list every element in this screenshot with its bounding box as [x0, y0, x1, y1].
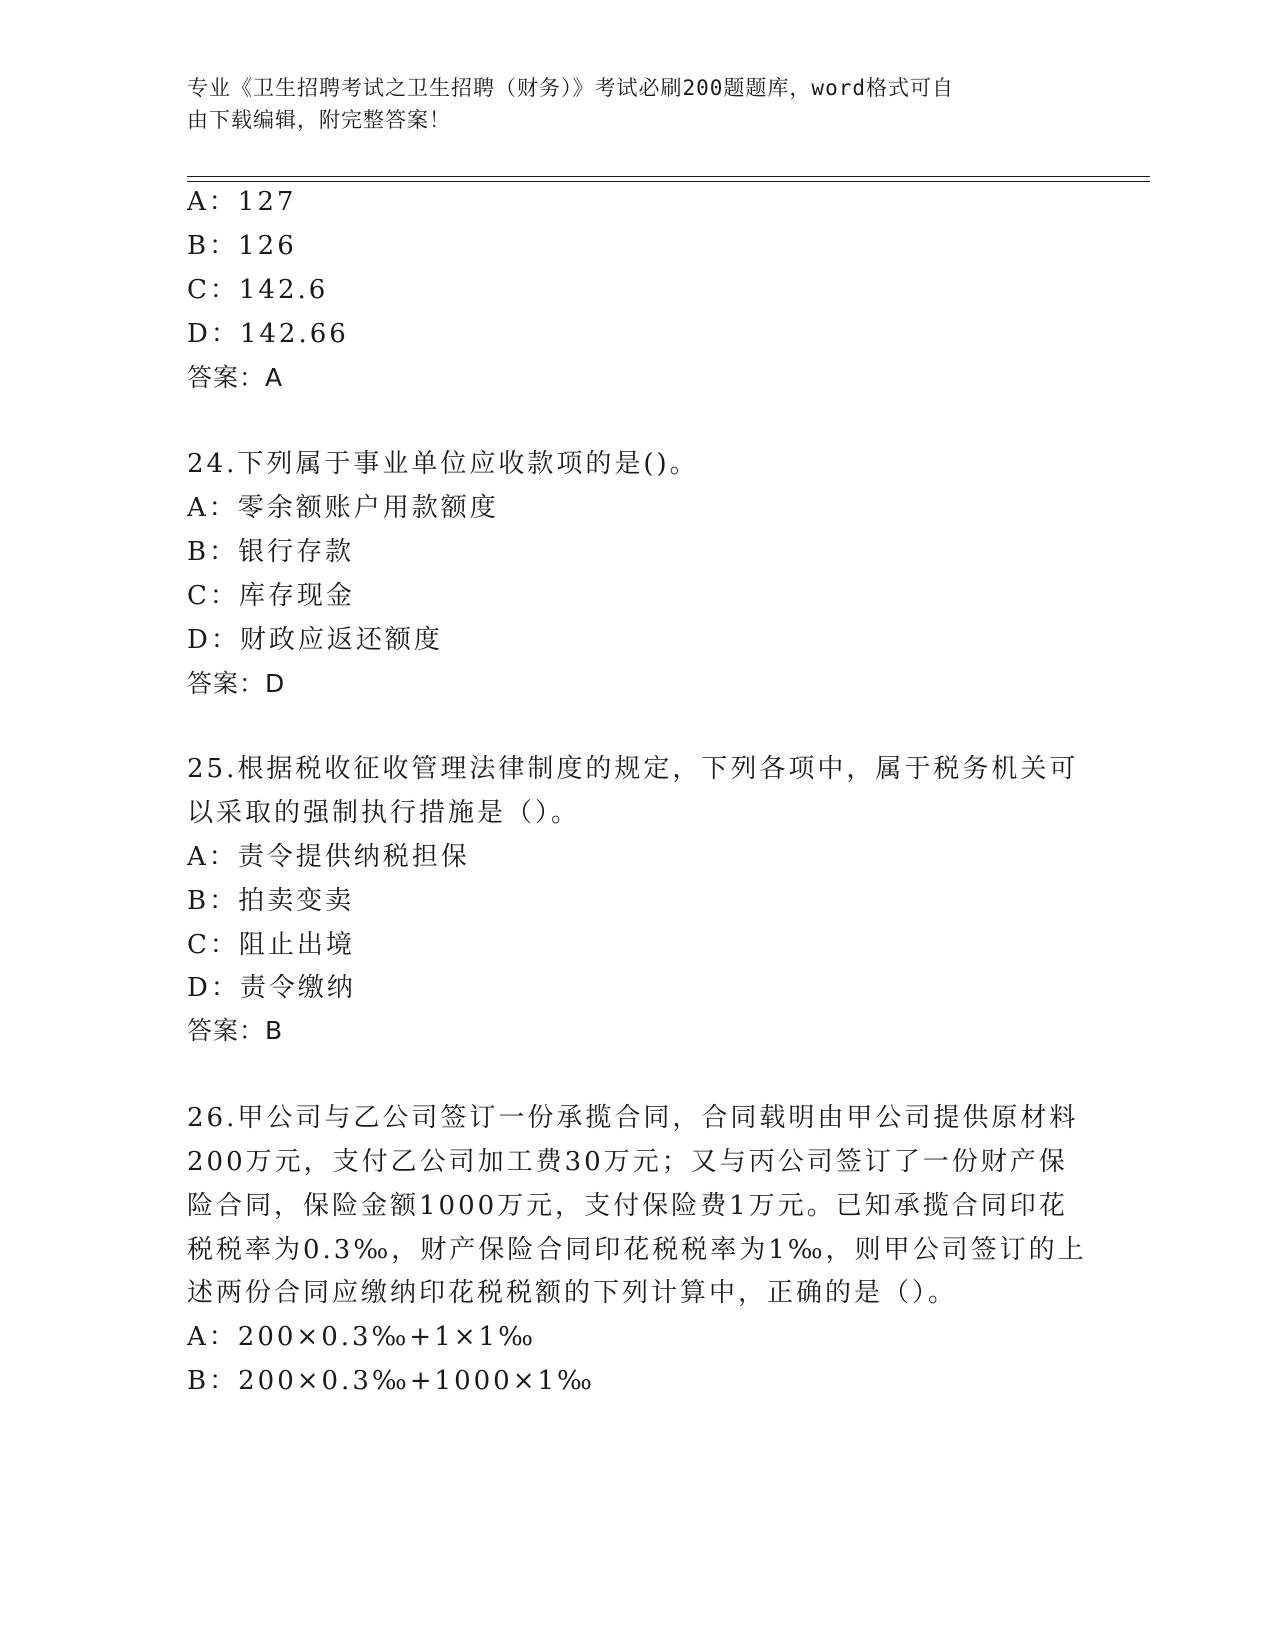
q23-option-b: B：126	[187, 231, 297, 261]
q23-option-a: A：127	[187, 187, 297, 217]
header-line-2: 由下载编辑，附完整答案！	[187, 108, 451, 132]
q26-question-line-3: 险合同，保险金额1000万元，支付保险费1万元。已知承揽合同印花	[187, 1191, 1068, 1221]
q26-question-line-4: 税税率为0.3‰，财产保险合同印花税税率为1‰，则甲公司签订的上	[187, 1235, 1087, 1265]
q24-option-a: A：零余额账户用款额度	[187, 493, 499, 523]
q26-question-line-1: 26.甲公司与乙公司签订一份承揽合同，合同载明由甲公司提供原材料	[187, 1103, 1079, 1133]
q23-option-d: D：142.66	[187, 319, 349, 349]
q25-option-b: B：拍卖变卖	[187, 886, 355, 916]
header-rule-top	[187, 176, 1150, 177]
q24-option-d: D：财政应返还额度	[187, 625, 443, 655]
q25-question-line-1: 25.根据税收征收管理法律制度的规定，下列各项中，属于税务机关可	[187, 754, 1079, 784]
q25-option-c: C：阻止出境	[187, 930, 355, 960]
document-header	[187, 72, 1067, 136]
q25-option-a: A：责令提供纳税担保	[187, 842, 470, 872]
q24-answer: 答案：D	[187, 669, 286, 698]
q23-answer: 答案：A	[187, 363, 284, 392]
q24-question-line-1: 24.下列属于事业单位应收款项的是()。	[187, 449, 699, 479]
q26-option-a: A：200×0.3‰+1×1‰	[187, 1322, 536, 1352]
q25-answer: 答案：B	[187, 1016, 284, 1045]
q25-question-line-2: 以采取的强制执行措施是（）。	[187, 798, 581, 828]
q25-option-d: D：责令缴纳	[187, 973, 356, 1003]
header-line-1: 专业《卫生招聘考试之卫生招聘（财务）》考试必刷200题题库，word格式可自	[187, 76, 954, 100]
q26-question-line-2: 200万元，支付乙公司加工费30万元；又与丙公司签订了一份财产保	[187, 1147, 1068, 1177]
q24-option-b: B：银行存款	[187, 537, 355, 567]
q23-option-c: C：142.6	[187, 275, 329, 305]
q24-option-c: C：库存现金	[187, 581, 355, 611]
header-rule-bottom	[187, 181, 1150, 182]
q26-question-line-5: 述两份合同应缴纳印花税税额的下列计算中，正确的是（）。	[187, 1278, 958, 1308]
q26-option-b: B：200×0.3‰+1000×1‰	[187, 1366, 595, 1396]
